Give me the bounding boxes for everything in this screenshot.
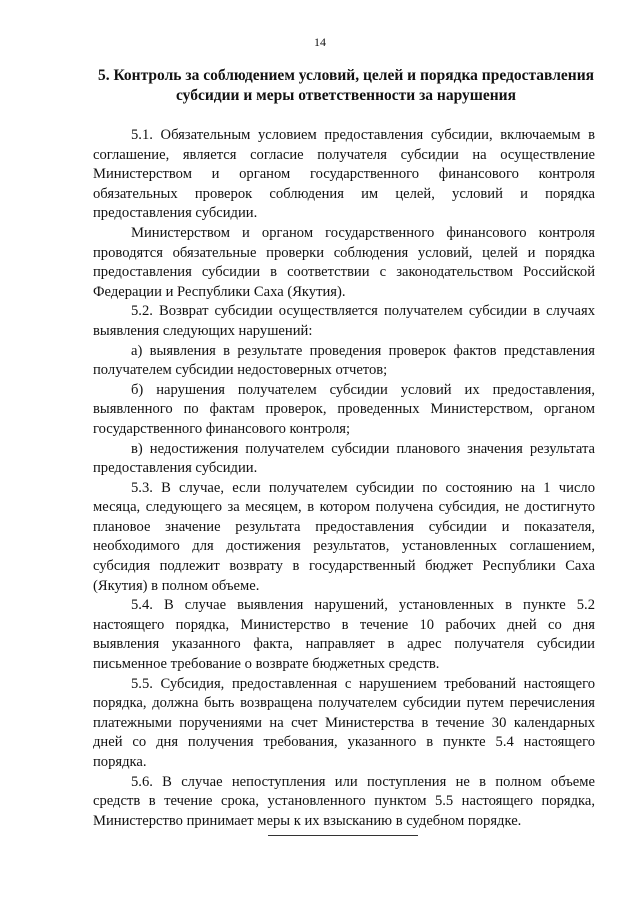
paragraph-5-5: 5.5. Субсидия, предоставленная с нарушением требований настоящего порядка, должна быть возвращена получателем субсидии путем перечисления платежными поручениями на счет Министерства в течение 30 календарных дней со дня получения требования, указанного в пункте 5.4 настоящего порядка.	[93, 675, 595, 770]
page-number: 14	[314, 35, 326, 49]
paragraph-5-3: 5.3. В случае, если получателем субсидии по состоянию на 1 число месяца, следующего за месяцем, в котором получена субсидия, не достигнуто плановое значение результата предоставления субсидии и показателя, необходимого для достижения результатов, установленных соглашением, субсидия подлежит возврату в государственный бюджет Республики Саха (Якутия) в полном объеме.	[93, 479, 595, 594]
paragraph-5-1-checks: Министерством и органом государственного финансового контроля проводятся обязательные проверки соблюдения условий, целей и порядка предоставления субсидии в соответствии с законодательством Российской Федерации и Республики Саха (Якутия).	[93, 224, 595, 300]
paragraph-5-6: 5.6. В случае непоступления или поступления не в полном объеме средств в течение срока, установленного пунктом 5.5 настоящего порядка, Министерство принимает меры к их взысканию в судебном порядке.	[93, 773, 595, 829]
section-body	[93, 126, 595, 831]
list-item-b: б) нарушения получателем субсидии условий их предоставления, выявленного по фактам проверок, проведенных Министерством, органом государственного финансового контроля;	[93, 381, 595, 437]
end-divider	[268, 835, 418, 836]
list-item-a: а) выявления в результате проведения проверок фактов представления получателем субсидии недостоверных отчетов;	[93, 342, 595, 379]
paragraph-5-2: 5.2. Возврат субсидии осуществляется получателем субсидии в случаях выявления следующих нарушений:	[93, 303, 595, 339]
paragraph-5-4: 5.4. В случае выявления нарушений, установленных в пункте 5.2 настоящего порядка, Министерство в течение 10 рабочих дней со дня выявления указанного факта, направляет в адрес получателя субсидии письменное требование о возврате бюджетных средств.	[93, 597, 595, 673]
list-item-v: в) недостижения получателем субсидии планового значения результата предоставления субсидии.	[93, 440, 595, 477]
section-heading: 5. Контроль за соблюдением условий, целей и порядка предоставления субсидии и меры ответственности за нарушения	[97, 67, 595, 104]
paragraph-5-1: 5.1. Обязательным условием предоставления субсидии, включаемым в соглашение, является согласие получателя субсидии на осуществление Министерством и органом государственного финансового контроля обязательных проверок соблюдения им целей, условий и порядка предоставления субсидии.	[93, 127, 595, 222]
